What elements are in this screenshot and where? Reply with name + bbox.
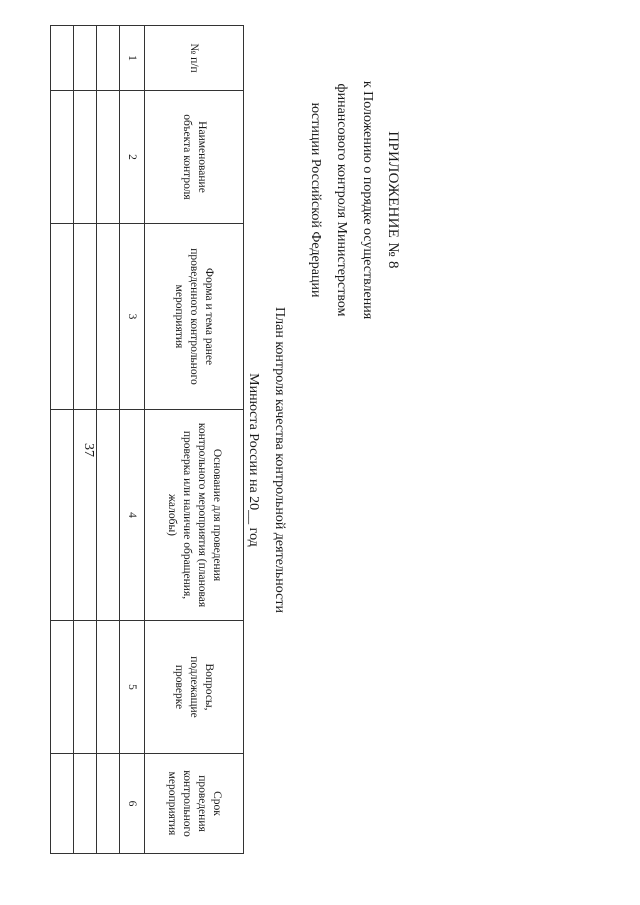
control-plan-table: [50, 25, 244, 854]
table-cell: [51, 26, 74, 91]
appendix-line-2: финансового контроля Министерством: [334, 83, 349, 317]
table-cell: [51, 754, 74, 854]
header-cell: Основание для проведения контрольного мероприятия (плановая проверка или наличие обращения, жалобы): [145, 410, 244, 621]
plan-title: [240, 210, 292, 710]
column-number-cell: 1: [120, 26, 145, 91]
table-cell: [97, 26, 120, 91]
table-cell: [74, 224, 97, 410]
table-cell: [74, 26, 97, 91]
table-cell: [97, 91, 120, 224]
column-number-row: [120, 26, 145, 854]
table-cell: [51, 224, 74, 410]
table-cell: [97, 224, 120, 410]
table-row: [74, 26, 97, 854]
appendix-block: [302, 30, 406, 370]
appendix-heading: ПРИЛОЖЕНИЕ № 8: [385, 131, 401, 269]
header-cell: Наименование объекта контроля: [145, 91, 244, 224]
table-row: [97, 26, 120, 854]
table-cell: [97, 754, 120, 854]
header-cell: Вопросы, подлежащие проверке: [145, 621, 244, 754]
header-cell: № п/п: [145, 26, 244, 91]
column-number-cell: 6: [120, 754, 145, 854]
table-cell: [97, 621, 120, 754]
table-cell: [97, 410, 120, 621]
column-number-cell: 2: [120, 91, 145, 224]
appendix-line-3: юстиции Российской Федерации: [308, 102, 323, 298]
appendix-line-1: к Положению о порядке осуществления: [360, 80, 375, 320]
column-number-cell: 5: [120, 621, 145, 754]
table-row: [51, 26, 74, 854]
table-cell: [74, 91, 97, 224]
header-cell: Срок проведения контрольного мероприятия: [145, 754, 244, 854]
table-header-row: [145, 26, 244, 854]
table-cell: [74, 754, 97, 854]
table-cell: [74, 621, 97, 754]
table-cell: [51, 410, 74, 621]
table-cell: [74, 410, 97, 621]
column-number-cell: 4: [120, 410, 145, 621]
table-cell: [51, 91, 74, 224]
header-cell: Форма и тема ранее проведенного контрольного мероприятия: [145, 224, 244, 410]
plan-title-line-1: План контроля качества контрольной деятельности: [272, 307, 287, 613]
column-number-cell: 3: [120, 224, 145, 410]
page-number: 37: [81, 443, 96, 457]
table-cell: [51, 621, 74, 754]
plan-title-line-2: Минюста России на 20__ год: [246, 373, 261, 547]
